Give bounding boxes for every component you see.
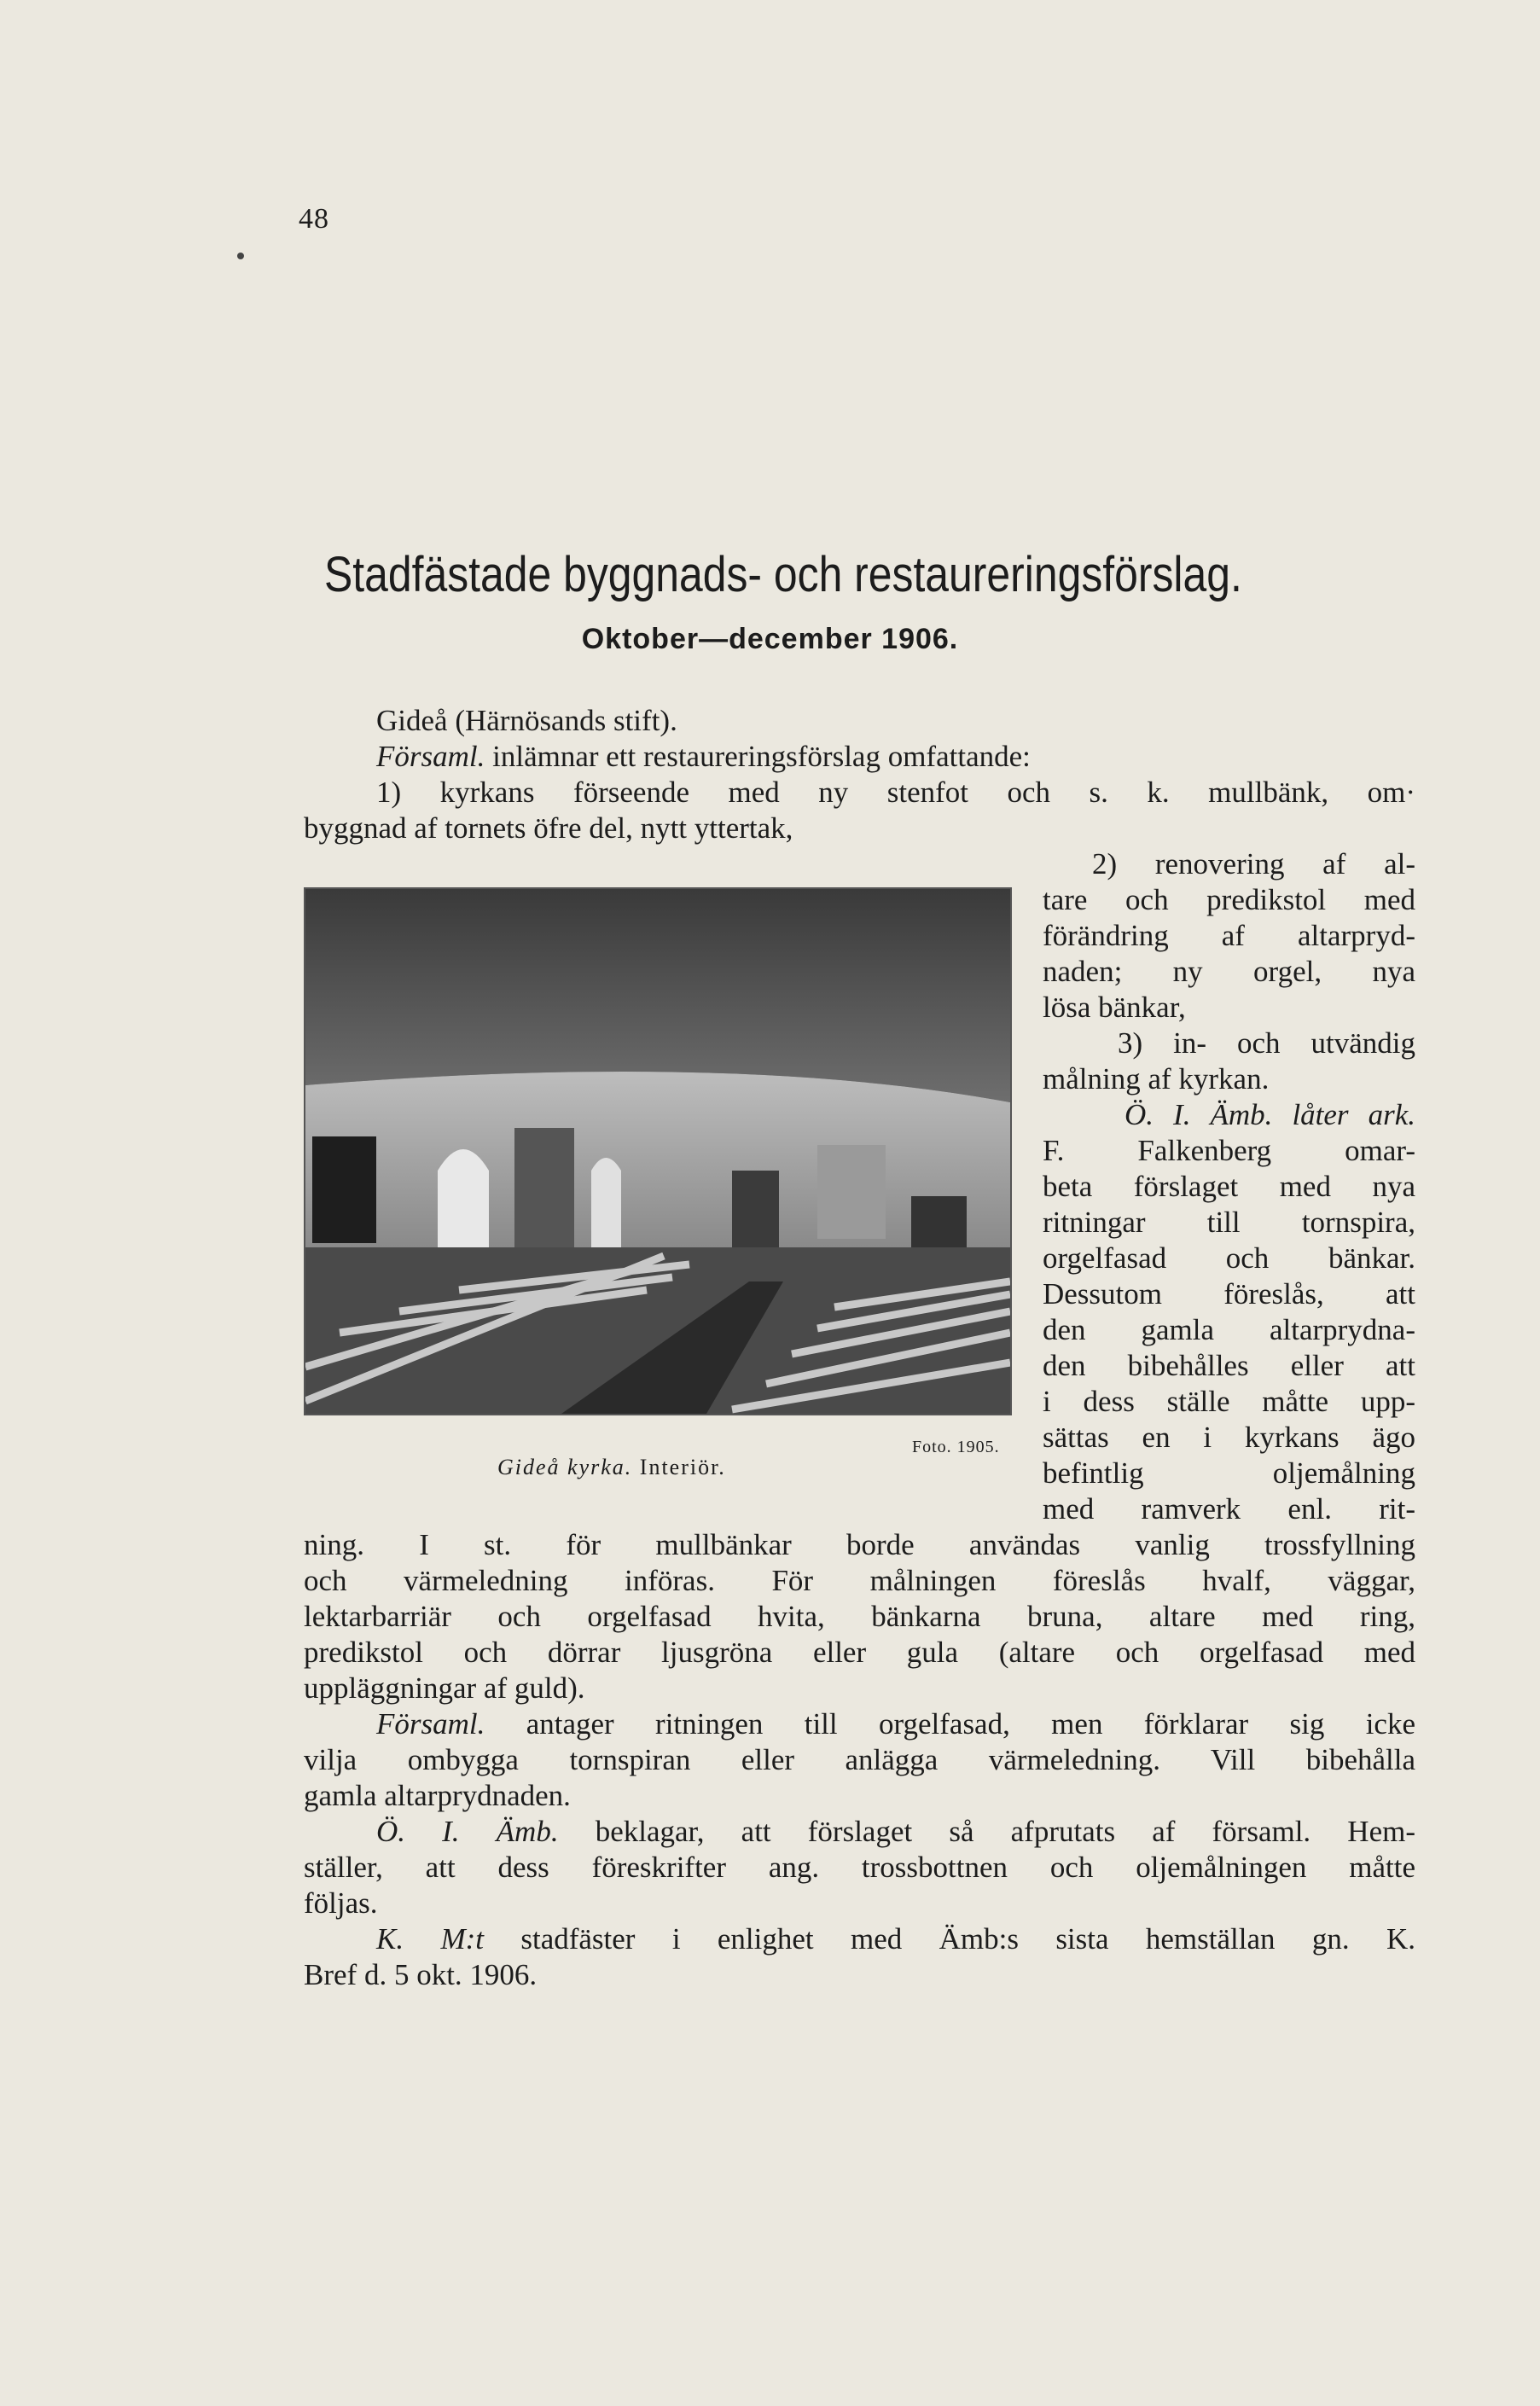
body-line-1: ning. I st. för mullbänkar borde användas vanlig trossfyllning (304, 1528, 1415, 1561)
para3-line-2: ställer, att dess föreskrifter ang. trossbottnen och oljemålningen måtte (304, 1851, 1415, 1884)
page-title: Stadfästade byggnads- och restaureringsförslag. (324, 547, 1242, 602)
para2-italic: Församl. (376, 1707, 485, 1741)
para3-line-3: följas. (304, 1886, 378, 1920)
intro-line-3: 1) kyrkans förseende med ny stenfot och s. k. mullbänk, om· (376, 776, 1415, 809)
side-line-16: i dess ställe måtte upp- (1043, 1385, 1415, 1418)
side-line-7: målning af kyrkan. (1043, 1062, 1270, 1095)
photo-credit: Foto. 1905. (912, 1438, 1000, 1456)
body-line-3: lektarbarriär och orgelfasad hvita, bänkarna bruna, altare med ring, (304, 1600, 1415, 1633)
side-line-12: orgelfasad och bänkar. (1043, 1241, 1415, 1275)
side-line-6: 3) in- och utvändig (1118, 1026, 1415, 1060)
para3-italic: Ö. I. Ämb. (376, 1815, 559, 1848)
side-line-15: den bibehålles eller att (1043, 1349, 1415, 1382)
intro-line-4: byggnad af tornets öfre del, nytt yttertak, (304, 811, 793, 845)
side-line-1: 2) renovering af al- (1092, 847, 1415, 880)
church-interior-photo (304, 887, 1012, 1415)
body-line-4: predikstol och dörrar ljusgröna eller gula (altare och orgelfasad med (304, 1636, 1415, 1669)
side-line-10: beta förslaget med nya (1043, 1170, 1415, 1203)
side-line-4: naden; ny orgel, nya (1043, 955, 1415, 988)
side-line-13: Dessutom föreslås, att (1043, 1277, 1415, 1311)
para4-line-1-rest: stadfäster i enlighet med Ämb:s sista hemställan gn. K. (520, 1922, 1416, 1956)
side-line-8: Ö. I. Ämb. låter ark. (1124, 1098, 1415, 1131)
para2-line-1-rest: antager ritningen till orgelfasad, men förklarar sig icke (526, 1707, 1416, 1741)
para4-italic: K. M:t (376, 1922, 484, 1956)
para2-line-2: vilja ombygga tornspiran eller anlägga värmeledning. Vill bibehålla (304, 1743, 1415, 1776)
side-line-3: förändring af altarpryd- (1043, 919, 1415, 952)
church-interior-image (305, 889, 1010, 1414)
side-line-14: den gamla altarprydna- (1043, 1313, 1415, 1346)
para2-line-3: gamla altarprydnaden. (304, 1779, 571, 1812)
photo-caption (497, 1455, 726, 1480)
photo-caption-rest: Interiör. (639, 1455, 726, 1479)
page-subtitle: Oktober—december 1906. (581, 623, 959, 655)
para2-line-1 (376, 1706, 1415, 1741)
intro-line-2 (376, 739, 1031, 774)
body-line-2: och värmeledning införas. För målningen föreslås hvalf, väggar, (304, 1564, 1415, 1597)
side-line-11: ritningar till tornspira, (1043, 1206, 1415, 1239)
para4-line-2: Bref d. 5 okt. 1906. (304, 1958, 538, 1991)
para4-line-1 (376, 1921, 1415, 1956)
side-line-18: befintlig oljemålning (1043, 1456, 1415, 1490)
side-line-9: F. Falkenberg omar- (1043, 1134, 1415, 1167)
side-line-19: med ramverk enl. rit- (1043, 1492, 1415, 1526)
para3-line-1-rest: beklagar, att förslaget så afprutats af församl. Hem- (595, 1815, 1415, 1848)
page-number: 48 (299, 203, 329, 235)
photo-caption-italic: Gideå kyrka. (497, 1455, 633, 1479)
para3-line-1 (376, 1814, 1415, 1849)
intro-forsaml-italic: Församl. (376, 740, 485, 773)
side-line-17: sättas en i kyrkans ägo (1043, 1421, 1415, 1454)
intro-line-1: Gideå (Härnösands stift). (376, 704, 677, 737)
side-line-5: lösa bänkar, (1043, 991, 1186, 1024)
intro-line-2-rest: inlämnar ett restaureringsförslag omfattande: (492, 740, 1031, 773)
page-dot (237, 253, 244, 259)
body-line-5: uppläggningar af guld). (304, 1671, 585, 1705)
side-line-2: tare och predikstol med (1043, 883, 1415, 916)
